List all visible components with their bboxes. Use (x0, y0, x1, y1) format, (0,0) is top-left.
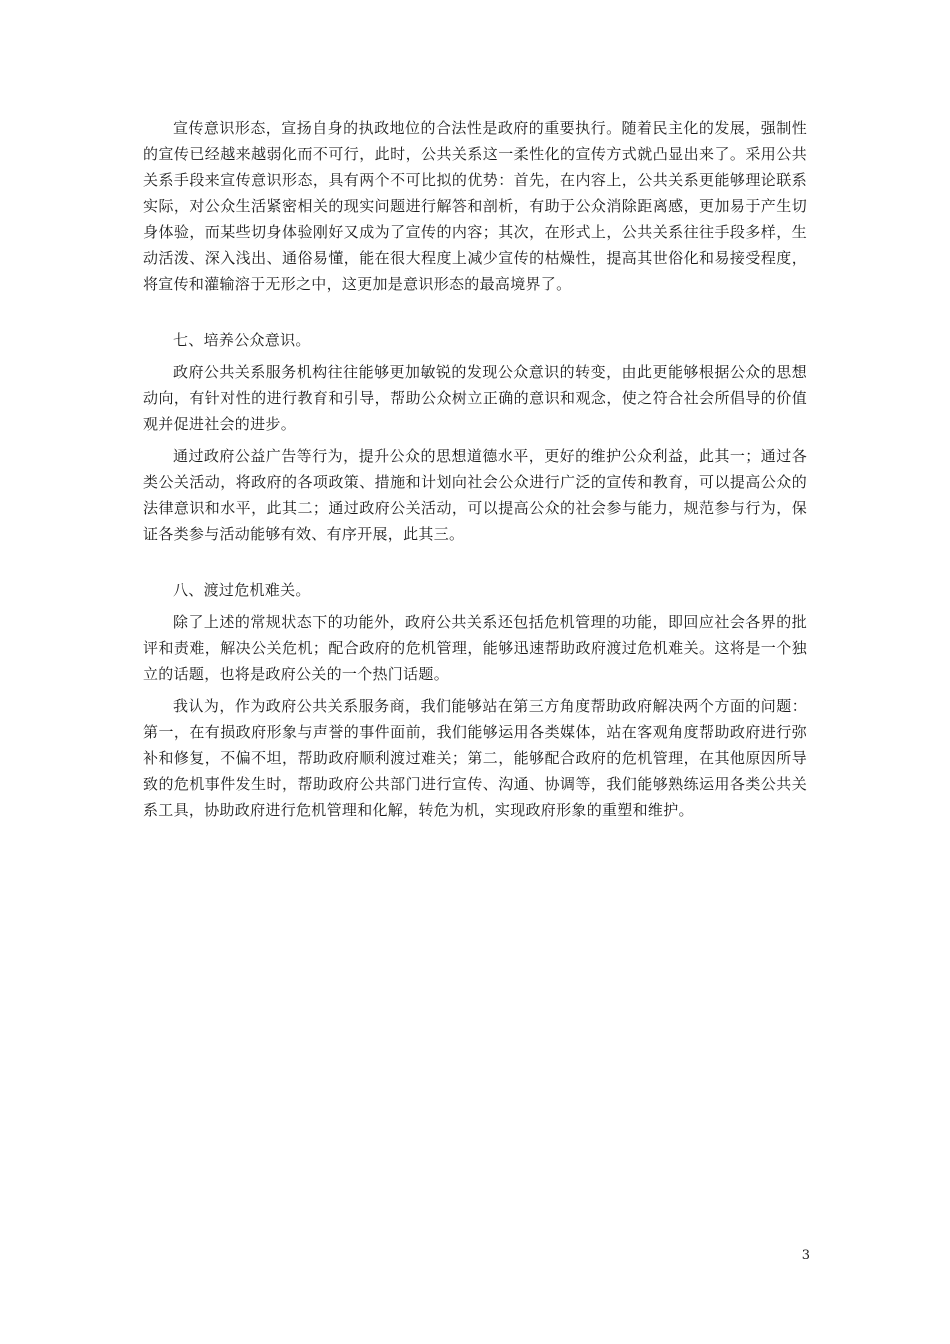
section-cultivate-public-awareness (143, 327, 807, 547)
section8-paragraph-2: 我认为，作为政府公共关系服务商，我们能够站在第三方角度帮助政府解决两个方面的问题：第一，在有损政府形象与声誉的事件面前，我们能够运用各类媒体，站在客观角度帮助政府进行弥补和修复，不偏不坦，帮助政府顺利渡过难关；第二，能够配合政府的危机管理，在其他原因所导致的危机事件发生时，帮助政府公共部门进行宣传、沟通、协调等，我们能够熟练运用各类公共关系工具，协助政府进行危机管理和化解，转危为机，实现政府形象的重塑和维护。 (143, 697, 807, 819)
page-number: 3 (801, 1248, 810, 1263)
document-body (143, 115, 807, 823)
section-overcome-crisis (143, 577, 807, 823)
section7-paragraph-2: 通过政府公益广告等行为，提升公众的思想道德水平，更好的维护公众利益，此其一；通过各类公关活动，将政府的各项政策、措施和计划向社会公众进行广泛的宣传和教育，可以提高公众的法律意识和水平，此其二；通过政府公关活动，可以提高公众的社会参与能力，规范参与行为，保证各类参与活动能够有效、有序开展，此其三。 (143, 447, 807, 543)
section-heading-8: 八、渡过危机难关。 (173, 581, 311, 599)
section-heading-7: 七、培养公众意识。 (173, 331, 311, 349)
intro-paragraph: 宣传意识形态，宣扬自身的执政地位的合法性是政府的重要执行。随着民主化的发展，强制性的宣传已经越来越弱化而不可行，此时，公共关系这一柔性化的宣传方式就凸显出来了。采用公共关系手段来宣传意识形态，具有两个不可比拟的优势：首先，在内容上，公共关系更能够理论联系实际，对公众生活紧密相关的现实问题进行解答和剖析，有助于公众消除距离感，更加易于产生切身体验，而某些切身体验刚好又成为了宣传的内容；其次，在形式上，公共关系往往手段多样，生动活泼、深入浅出、通俗易懂，能在很大程度上减少宣传的枯燥性，提高其世俗化和易接受程度，将宣传和灌输溶于无形之中，这更加是意识形态的最高境界了。 (143, 119, 807, 293)
section7-paragraph-1: 政府公共关系服务机构往往能够更加敏锐的发现公众意识的转变，由此更能够根据公众的思想动向，有针对性的进行教育和引导，帮助公众树立正确的意识和观念，使之符合社会所倡导的价值观并促进社会的进步。 (143, 363, 807, 433)
section8-paragraph-1: 除了上述的常规状态下的功能外，政府公共关系还包括危机管理的功能，即回应社会各界的批评和责难，解决公关危机；配合政府的危机管理，能够迅速帮助政府渡过危机难关。这将是一个独立的话题，也将是政府公关的一个热门话题。 (143, 613, 807, 683)
